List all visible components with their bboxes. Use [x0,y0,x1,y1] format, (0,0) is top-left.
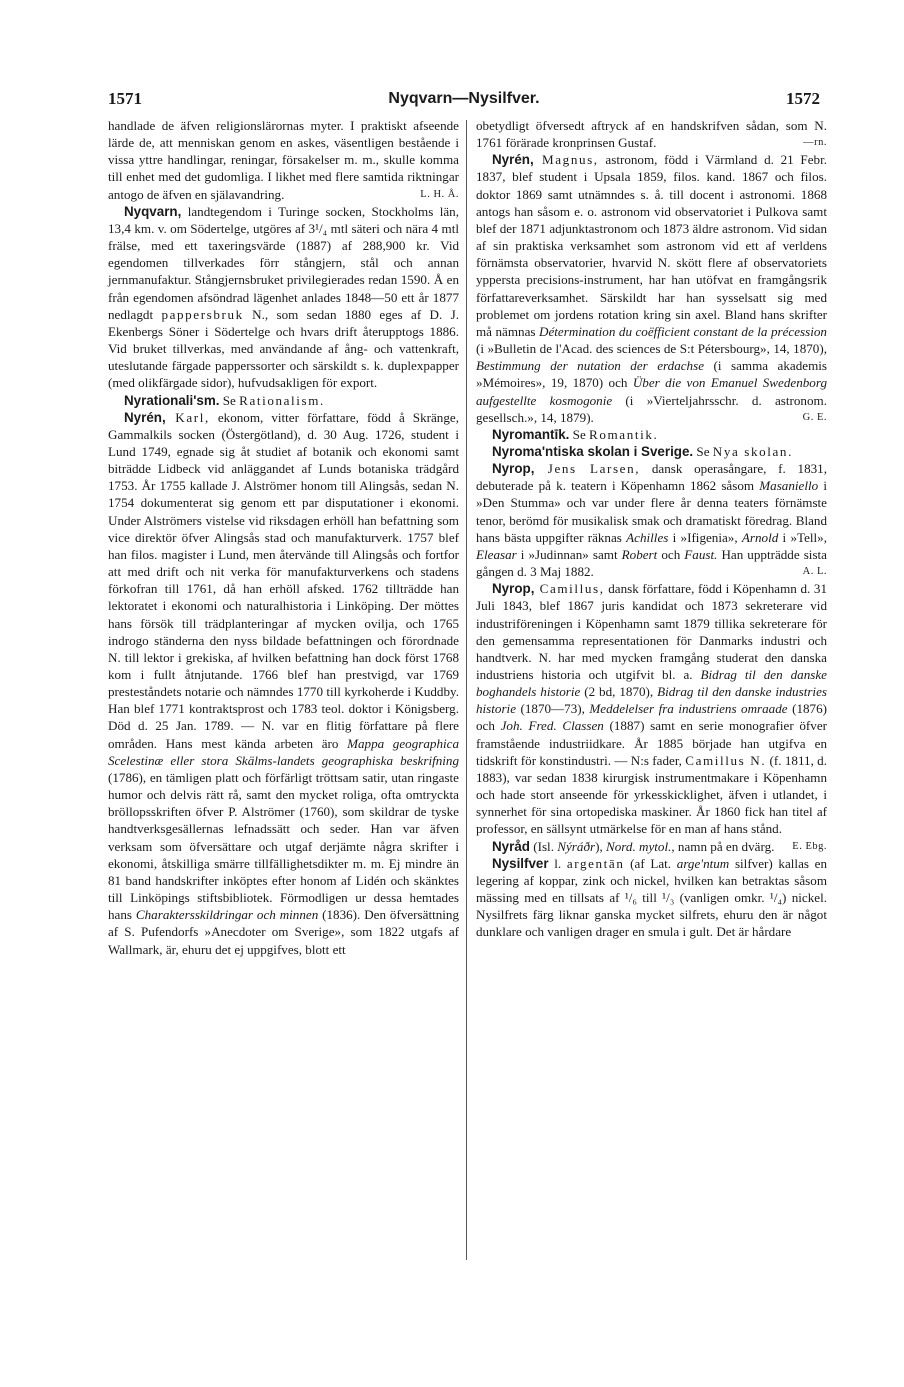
entry-nyren-magnus: Nyrén, Magnus, astronom, född i Värmland d. 21 Febr. 1837, blef student i Upsala 1859, filos. kand. 1867 och filos. doktor 1869 samt utnämndes s. å. till docent i astronomi. 1868 antogs han såsom e. o. astronom vid observatoriet i Pulkova samt blef der 1871 adjunktastronom och 1873 äldre astronom. Vid sidan af sin praktiska verksamhet som astronom vid ett af verldens förnämsta observatorier, hvarvid N. skött flere af observatoriets yppersta precisions-instrument, har han utöfvat en framgångsrik författareverksamhet. Särskildt har han sysselsatt sig med problemet om jordens rotation kring sin axel. Bland hans skrifter må nämnas Détermination du coëfficient constant de la précession (i »Bulletin de l'Acad. des sciences de S:t Pétersbourg», 14, 1870), Bestimmung der nutation der erdachse (i samma akademis »Mémoires», 19, 1870) och Über die von Emanuel Swedenborg aufgestellte kosmogonie (i »Vierteljahrsschr. d. astronom. gesellsch.», 14, 1879). G. E. [476,152,828,425]
right-column [476,117,827,941]
entry-nyqvarn: Nyqvarn, landtegendom i Turinge socken, Stockholms län, 13,4 km. v. om Södertelge, utgöres af 3¹/₄ mtl säteri och nära 4 mtl frälse, med ett taxeringsvärde (1887) af 288,900 kr. Vid egendomen tillverkades förr stångjern, stål och annan jernmanufaktur. Stångjernsbruket privilegierades redan 1590. Å en från egendomen afsöndrad lägenhet anlades 1848—50 ett år 1877 nedlagdt pappersbruk N., som sedan 1880 eges af D. J. Ekenbergs Söner i Södertelge och hvars drift återupptogs 1886. Vid bruket tillverkas, med användande af ång- och vattenkraft, uteslutande färgade papperssorter och särskildt s. k. duplexpapper (med olikfärgade sidor), hufvudsakligen för export. [108,203,459,391]
entry-nyrad: Nyråd (Isl. Nýráðr), Nord. mytol., namn på en dvärg. [492,838,775,854]
author-signature: A. L. [802,566,827,578]
headword: Nyroma'ntiska skolan i Sverige. [492,443,694,459]
entry-nyrationalism: Nyrationali'sm. Se Rationalism. [124,392,325,408]
headword: Nysilfver [492,855,549,871]
entry-nyrop-camillus: Nyrop, Camillus, dansk författare, född i Köpenhamn d. 31 Juli 1843, blef 1867 juris kandidat och 1873 sekreterare vid industriföreningen i Köpenhamn samt 1879 tillika sekreterare för den gemensamma representationen för Danmarks industri och handtverk. N. har med mycken framgång studerat den danska industriens historia och utgifvit bl. a. Bidrag til den danske boghandels historie (2 bd, 1870), Bidrag til den danske industries historie (1870—73), Meddelelser fra industriens omraade (1876) och Joh. Fred. Classen (1887) samt en serie monografier öfver framstående industriidkare. År 1885 började han utgifva en tidskrift för konstindustri. — N:s fader, Camillus N. (f. 1811, d. 1883), var sedan 1838 kirurgisk instrumentmakare i Köpenhamn och hade stort anseende för yrkesskicklighet, äfven i utlandet, i synnerhet för sina ortopediska maskiner. År 1860 fick han titel af professor, en sällsynt utmärkelse för en man af hans stånd. E. Ebg. [476,580,827,837]
work-title: Meddelelser fra industriens omraade [589,701,788,717]
author-signature: L. H. Å. [420,188,459,200]
author-signature: E. Ebg. [792,840,827,852]
cross-reference: Nya skolan. [712,443,793,459]
headword: Nyqvarn, [124,203,182,219]
author-signature: G. E. [802,411,827,423]
work-title: Über die von Emanuel Swedenborg aufgestellte kosmogonie [476,375,828,408]
cross-reference: Romantik. [589,426,659,442]
author-signature: —rn. [803,137,827,149]
entry-nyromantiska-skolan: Nyroma'ntiska skolan i Sverige. Se Nya skolan. [492,443,793,459]
column-divider [466,120,467,1260]
headword: Nyrop, [492,461,535,477]
entry-nyren-karl: Nyrén, Karl, ekonom, vitter författare, född å Skränge, Gammalkils socken (Östergötland), d. 30 Aug. 1726, student i Lund 1749, egnade sig åt studiet af botanik och ekonomi samt biträdde Lidbeck vid anläggandet af Lunds botaniska trädgård 1753. År 1755 kallade J. Alströmer honom till Alingsås, sedan N. 1754 dokumenterat sig genom ett par disputationer i ekonomi. Under Alströmers vistelse vid riksdagen erhöll han befattning som vice direktör öfver Alingsås stad och manufakturverk. 1757 blef han filos. magister i Lund, men återvände till Alingsås och fortfor att med drift och nit verka för manufakturverkens och stadens förkofran till 1761, då han erhöll afsked. 1762 tillträdde han lektoratet i ekonomi och naturalhistoria i Linköping. Der möttes hans försök till trädplanteringar af mycken ovilja, och 1765 indrogo ständerna den nyss bildade befattningen och förordnade N. till lektor i grekiska, af hvilken befattning han dock först 1768 kom i fullt åtnjutande. 1766 blef han prestvigd, var 1769 presteståndets notarie och nämndes 1770 till kyrkoherde i Kuddby. Han blef 1771 kontraktsprost och 1783 teol. doktor i Königsberg. Död d. 25 Jan. 1789. — N. var en flitig författare på flere områden. Hans mest kända arbeten äro Mappa geographica Scelestinæ eller stora Skälms-landets geographiska beskrifning (1786), en tämligen platt och förfärligt tröttsam satir, utan ringaste humor och delvis rätt rå, samt den mycket roliga, ofta omtryckta bröllopsskriften öfver P. Alströmer (1760), som skildrar de tyske handtverksgesällernas lefnadssätt och seder. Han var äfven verksam som öfversättare och utgaf derjämte några skrifter i ekonomi, åtskilliga smärre tillfällighetsdikter m. m. Ej mindre än 81 band handskrifter inköptes efter honom af Lidén och skänktes till Linköpings stiftsbibliotek. Förmodligen ur dessa hemtades hans Charaktersskildringar och minnen (1836). Den öfversättning af S. Pufendorfs »Anecdoter om Sverige», som 1822 utgafs af Wallmark, är, ehuru det ej uppgifves, blott ett [108,409,459,957]
work-title: Mappa geographica Scelestinæ eller stora Skälms-landets geographiska beskrifning [108,735,459,768]
entry-continuation-right: obetydligt öfversedt aftryck af en handskrifven sådan, som N. 1761 förärade kronprinsen Gustaf. —rn. [476,118,827,151]
page-number-right: 1572 [786,89,820,108]
work-title: Joh. Fred. Classen [500,718,604,734]
headword: Nyråd [492,838,530,854]
work-title: Bidrag til den danske boghandels historie [476,667,827,700]
page-number-left: 1571 [108,89,142,108]
headword: Nyrationali'sm. [124,392,220,408]
entry-continuation-left: handlade de äfven religionslärornas myter. I praktiskt afseende lärde de, att menniskan genom en askes, väsentligen bestående i vissa yttre handlingar, reningar, försakelser m. m., skulle komma till enhet med det gudomliga. I likhet med flere samtida riktningar antogo de äfven en själavandring. L. H. Å. [108,118,459,202]
entry-nysilfver: Nysilfver l. argentān (af Lat. arge'ntum silfver) kallas en legering af koppar, zink och nickel, hvilken kan betraktas såsom mässing med en tillsats af ¹/₆ till ¹/₃ (vanligen omkr. ¹/₄) nickel. Nysilfrets färg liknar ganska mycket silfrets, ehuru den är något dunklare och vanligen drager en smula i gult. Det är hårdare [476,855,828,940]
headword: Nyrop, [492,581,535,597]
running-title: Nyqvarn—Nysilfver. [388,90,540,107]
cross-reference: Rationalism. [239,392,325,408]
entry-nyromantik: Nyromantīk. Se Romantik. [492,426,659,442]
work-title: Bestimmung der nutation der erdachse [476,358,705,374]
work-title: Charaktersskildringar och minnen [135,907,319,923]
left-column [108,117,459,958]
work-title: Détermination du coëfficient constant de la précession [539,323,827,339]
headword: Nyrén, [492,152,534,168]
entry-nyrop-jens: Nyrop, Jens Larsen, dansk operasångare, f. 1831, debuterade på k. teatern i Köpenhamn 1862 såsom Masaniello i »Den Stumma» och var under flere år denna teaters förnämste tenor, berömd för musikalisk smak och dramatiskt föredrag. Bland hans bästa uppgifter räknas Achilles i »Ifigenia», Arnold i »Tell», Eleasar i »Judinnan» samt Robert och Faust. Han uppträdde sista gången d. 3 Maj 1882. A. L. [476,461,828,580]
headword: Nyromantīk. [492,426,570,442]
headword: Nyrén, [124,409,166,425]
work-title: Bidrag til den danske industries historie [476,684,827,717]
page-header [108,88,820,112]
